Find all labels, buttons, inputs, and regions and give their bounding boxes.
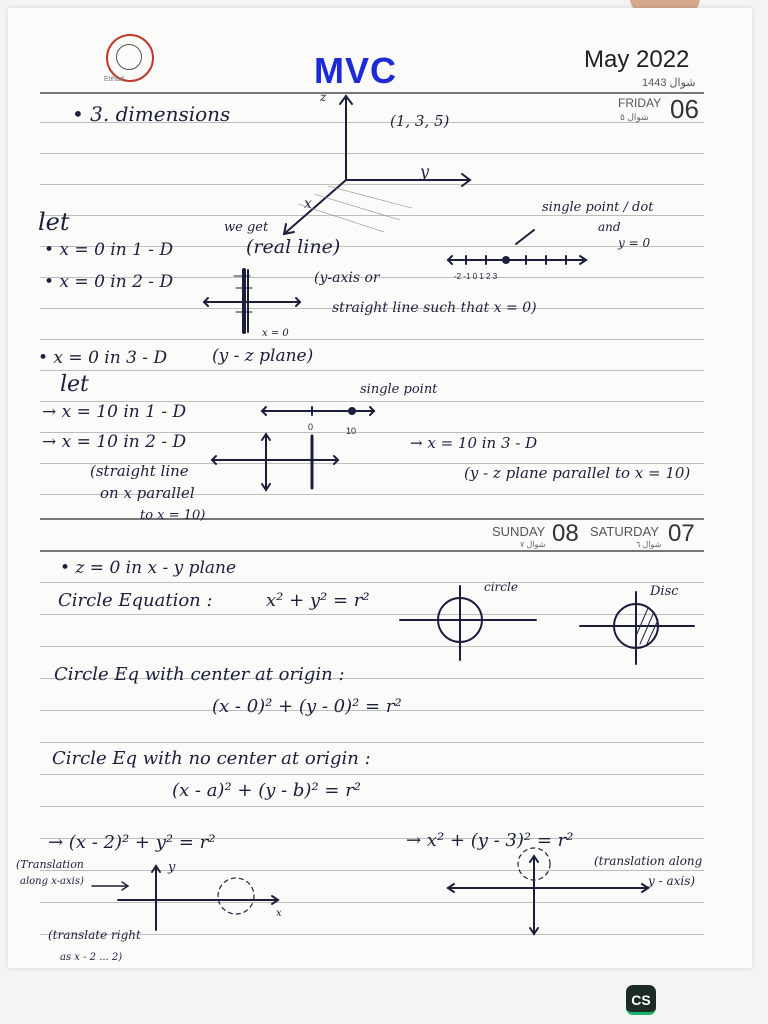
single-point-note-2: single point <box>360 382 438 397</box>
no-center-label: Circle Eq with no center at origin : <box>52 748 371 769</box>
x10-dot <box>349 408 355 414</box>
line-x0-1d: • x = 0 in 1 - D <box>44 240 174 260</box>
translation-right-sketch <box>448 848 648 934</box>
line-x10-3d: → x = 10 in 3 - D <box>410 434 538 452</box>
center-origin-label: Circle Eq with center at origin : <box>54 664 345 685</box>
month-year: May 2022 <box>584 46 690 73</box>
point-label: (1, 3, 5) <box>390 112 450 130</box>
circle-equation: x² + y² = r² <box>266 590 370 611</box>
translation-note-a: (Translation <box>16 858 84 871</box>
straight-line-note: straight line such that x = 0) <box>332 300 537 316</box>
line-x10-2d: → x = 10 in 2 - D <box>42 432 187 452</box>
paren-note-c: to x = 10) <box>140 508 206 523</box>
sunday-label: SUNDAY <box>492 524 546 539</box>
x10-2d-sketch <box>212 434 338 490</box>
x0-label: x = 0 <box>262 328 289 339</box>
translation-note-c: (translate right <box>48 928 141 942</box>
y0-note: y = 0 <box>618 236 651 250</box>
line-x0-2d: • x = 0 in 2 - D <box>44 272 174 292</box>
center-origin-equation: (x - 0)² + (y - 0)² = r² <box>212 696 402 717</box>
numline-ticks: -2 -1 0 1 2 3 <box>454 272 498 281</box>
y-axis-note: (y-axis or <box>314 270 380 286</box>
yz-plane-parallel-note: (y - z plane parallel to x = 10) <box>464 464 691 482</box>
axis-label-x: x <box>304 196 312 212</box>
number-line-sketch <box>448 230 586 264</box>
saturday-label: SATURDAY <box>590 524 659 539</box>
logo-caption: Etihad <box>104 76 124 83</box>
axis-label-y: y <box>420 162 430 181</box>
sunday-hijri: شوال ٧ <box>520 540 546 549</box>
single-point-note: single point / dot <box>542 200 654 215</box>
tick-zero: 0 <box>308 422 314 432</box>
paren-note-a: (straight line <box>90 462 189 480</box>
and-note: and <box>598 220 621 234</box>
circle-label: circle <box>484 580 518 594</box>
translation-axis-x: x <box>276 908 282 919</box>
3d-axes-sketch <box>284 96 470 234</box>
real-line-note: (real line) <box>246 236 341 258</box>
tick-ten: 10 <box>346 426 357 436</box>
let-label: let <box>38 208 70 236</box>
translation-axis-y: y <box>168 860 176 875</box>
x10-number-line-sketch <box>262 407 374 415</box>
line-x10-1d: → x = 10 in 1 - D <box>42 402 187 422</box>
circle-sketch <box>400 586 536 660</box>
we-get-label: we get <box>224 220 269 235</box>
day-hijri: شوال ٥ <box>620 112 649 122</box>
translation-left-equation: → (x - 2)² + y² = r² <box>48 832 216 853</box>
translation-right-note-a: (translation along <box>594 854 703 868</box>
page-title: MVC <box>314 50 397 91</box>
hijri-month: شوال 1443 <box>642 77 696 89</box>
line-x0-3d: • x = 0 in 3 - D <box>38 348 168 368</box>
hand-sketches <box>8 8 752 968</box>
circle-equation-label: Circle Equation : <box>58 590 213 611</box>
section-heading-dimensions: • 3. dimensions <box>72 102 231 126</box>
disc-sketch <box>580 592 694 664</box>
disc-label: Disc <box>650 584 679 599</box>
translation-note-d: as x - 2 ... 2) <box>60 952 123 963</box>
number-line-dot <box>503 257 509 263</box>
let-label-2: let <box>60 372 89 397</box>
day-name: FRIDAY <box>618 96 662 110</box>
translation-note-b: along x-axis) <box>20 876 84 887</box>
saturday-number: 07 <box>668 520 695 547</box>
2d-y-axis-sketch <box>204 270 300 332</box>
paren-note-b: on x parallel <box>100 484 195 502</box>
translation-left-sketch <box>92 866 278 930</box>
day-number: 06 <box>670 94 699 124</box>
axis-label-z: z <box>320 90 327 104</box>
saturday-hijri: شوال ٦ <box>636 540 662 549</box>
yz-plane-note: (y - z plane) <box>212 346 314 366</box>
xy-plane-bullet: • z = 0 in x - y plane <box>60 558 237 578</box>
camscanner-badge: CS <box>626 985 656 1015</box>
sunday-number: 08 <box>552 520 579 547</box>
notebook-page <box>8 8 752 968</box>
translation-right-note-b: y - axis) <box>648 874 696 888</box>
no-center-equation: (x - a)² + (y - b)² = r² <box>172 780 362 801</box>
translation-right-equation: → x² + (y - 3)² = r² <box>406 830 574 851</box>
